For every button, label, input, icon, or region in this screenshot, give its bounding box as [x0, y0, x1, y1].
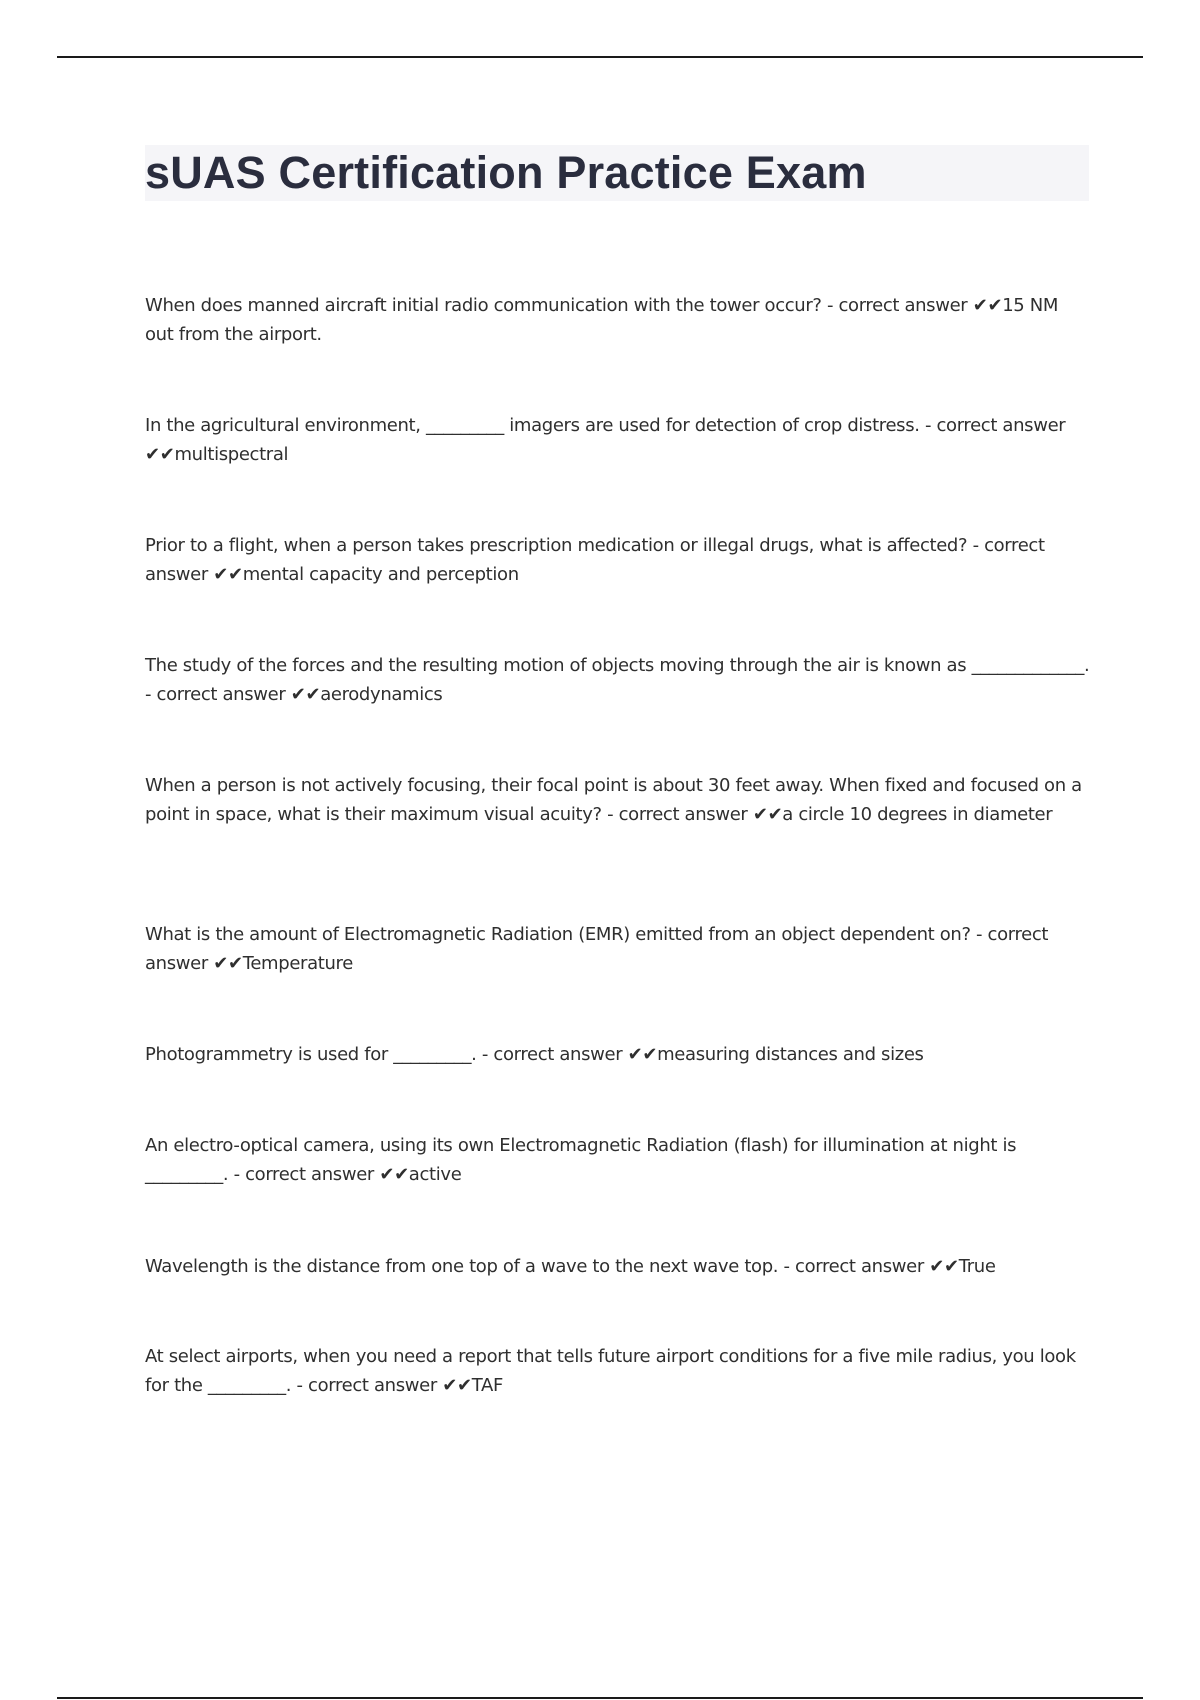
qa-item-9: Wavelength is the distance from one top of a wave to the next wave top. - correct answer ✔✔True [145, 1256, 996, 1277]
bottom-rule [57, 1697, 1143, 1699]
qa-item-1: When does manned aircraft initial radio communication with the tower occur? - correct answer ✔✔15 NM out from the airport. [145, 295, 1059, 345]
qa-item-8: An electro-optical camera, using its own Electromagnetic Radiation (flash) for illumination at night is _________. - correct answer ✔✔active [145, 1135, 1017, 1185]
qa-item-4: The study of the forces and the resulting motion of objects moving through the air is known as _____________. - correct answer ✔✔aerodynamics [145, 655, 1090, 705]
qa-item-6: What is the amount of Electromagnetic Radiation (EMR) emitted from an object dependent on? - correct answer ✔✔Temperature [145, 924, 1049, 974]
qa-item-10: At select airports, when you need a report that tells future airport conditions for a five mile radius, you look for the _________. - correct answer ✔✔TAF [145, 1346, 1076, 1396]
top-rule [57, 56, 1143, 58]
qa-item-2: In the agricultural environment, _________ imagers are used for detection of crop distress. - correct answer ✔✔multispectral [145, 415, 1066, 465]
qa-item-7: Photogrammetry is used for _________. - correct answer ✔✔measuring distances and sizes [145, 1044, 924, 1065]
qa-item-3: Prior to a flight, when a person takes prescription medication or illegal drugs, what is affected? - correct answer ✔✔mental capacity and perception [145, 535, 1045, 585]
document-title: sUAS Certification Practice Exam [145, 147, 867, 198]
qa-item-5: When a person is not actively focusing, their focal point is about 30 feet away. When fixed and focused on a point in space, what is their maximum visual acuity? - correct answer ✔✔a circle 10 degrees in diameter [145, 775, 1082, 825]
